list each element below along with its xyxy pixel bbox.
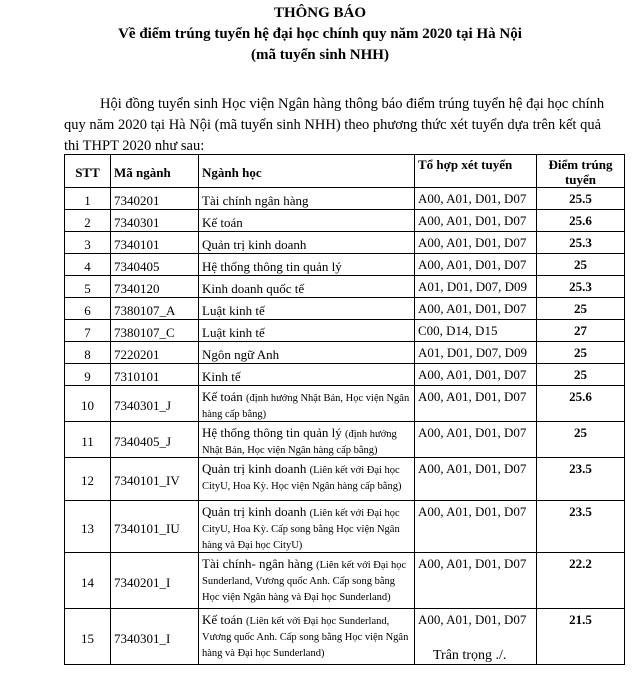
row-major-cell <box>199 210 415 232</box>
row-major-cell <box>199 342 415 364</box>
row-major-cell <box>199 501 415 553</box>
closing-line: Trân trọng ./. <box>433 648 507 663</box>
row-major-name: Kế toán <box>202 612 243 627</box>
row-subject-combo: C00, D14, D15 <box>415 320 537 342</box>
row-major-name: Quản trị kinh doanh <box>202 504 307 519</box>
row-major-name: Luật kinh tế <box>202 302 265 318</box>
row-admission-score: 25.5 <box>537 188 625 210</box>
row-admission-score: 22.2 <box>537 553 625 609</box>
row-major-name: Hệ thống thông tin quản lý <box>202 258 342 274</box>
row-admission-score: 25.6 <box>537 210 625 232</box>
table-row <box>65 342 625 364</box>
row-admission-score: 21.5 <box>537 609 625 665</box>
row-subject-combo: A00, A01, D01, D07 <box>415 422 537 458</box>
row-major-cell <box>199 232 415 254</box>
row-subject-combo: A01, D01, D07, D09 <box>415 276 537 298</box>
row-major-note: (Liên kết với Đại học Sunderland, Vương quốc Anh. Cấp song bằng Học viện Ngân hàng và Đại học Sunderland) <box>202 560 407 603</box>
row-subject-combo: A00, A01, D01, D07 <box>415 501 537 553</box>
row-major-name: Quản trị kinh doanh <box>202 236 307 252</box>
row-major-code: 7340101_IU <box>111 501 199 553</box>
notice-title: THÔNG BÁO <box>273 5 367 21</box>
row-subject-combo: A01, D01, D07, D09 <box>415 342 537 364</box>
table-row <box>65 553 625 609</box>
row-admission-score: 23.5 <box>537 458 625 501</box>
row-major-code: 7340301 <box>111 210 199 232</box>
table-row <box>65 276 625 298</box>
row-admission-score: 25 <box>537 254 625 276</box>
row-major-code: 7380107_A <box>111 298 199 320</box>
row-admission-score: 25 <box>537 364 625 386</box>
row-major-code: 7340301_J <box>111 386 199 422</box>
table-row <box>65 364 625 386</box>
admission-code-line: (mã tuyển sinh NHH) <box>251 47 389 63</box>
row-major-cell <box>199 422 415 458</box>
row-subject-combo: A00, A01, D01, D07 <box>415 458 537 501</box>
header-major-code: Mã ngành <box>111 155 199 188</box>
header-admission-score: Điểm trúng tuyển <box>537 155 625 188</box>
row-major-cell <box>199 553 415 609</box>
table-row <box>65 458 625 501</box>
table-body <box>65 188 625 665</box>
row-major-cell <box>199 188 415 210</box>
row-stt: 6 <box>65 298 111 320</box>
table-row <box>65 210 625 232</box>
row-subject-combo: A00, A01, D01, D07 <box>415 210 537 232</box>
row-admission-score: 23.5 <box>537 501 625 553</box>
row-major-name: Ngôn ngữ Anh <box>202 346 280 362</box>
table-row <box>65 422 625 458</box>
row-major-cell <box>199 298 415 320</box>
row-major-cell <box>199 320 415 342</box>
row-major-code: 7310101 <box>111 364 199 386</box>
row-major-name: Luật kinh tế <box>202 324 265 340</box>
row-major-cell <box>199 609 415 665</box>
row-major-note: (Liên kết với Đại học CityU, Hoa Kỳ. Học viện Ngân hàng cấp bằng) <box>202 465 402 492</box>
row-stt: 2 <box>65 210 111 232</box>
row-admission-score: 25.3 <box>537 276 625 298</box>
row-major-code: 7340301_I <box>111 609 199 665</box>
row-major-code: 7340101 <box>111 232 199 254</box>
table-header-row <box>65 155 625 188</box>
row-major-code: 7380107_C <box>111 320 199 342</box>
row-major-cell <box>199 386 415 422</box>
row-major-code: 7340201_I <box>111 553 199 609</box>
row-stt: 5 <box>65 276 111 298</box>
row-major-code: 7340405_J <box>111 422 199 458</box>
row-stt: 13 <box>65 501 111 553</box>
row-major-name: Tài chính ngân hàng <box>202 192 309 208</box>
row-subject-combo: A00, A01, D01, D07 <box>415 232 537 254</box>
row-stt: 10 <box>65 386 111 422</box>
header-subject-combo: Tổ hợp xét tuyển <box>415 155 537 188</box>
row-major-cell <box>199 458 415 501</box>
row-major-name: Kinh doanh quốc tế <box>202 280 305 296</box>
row-stt: 7 <box>65 320 111 342</box>
row-stt: 14 <box>65 553 111 609</box>
row-subject-combo: A00, A01, D01, D07 <box>415 254 537 276</box>
header-major-name: Ngành học <box>199 155 415 188</box>
row-major-name: Kinh tế <box>202 368 241 384</box>
row-admission-score: 25.3 <box>537 232 625 254</box>
row-stt: 15 <box>65 609 111 665</box>
row-stt: 11 <box>65 422 111 458</box>
row-major-note: (định hướng Nhật Bản, Học viện Ngân hàng cấp bằng) <box>202 393 410 420</box>
row-subject-combo: A00, A01, D01, D07 <box>415 553 537 609</box>
table-row <box>65 254 625 276</box>
table-row <box>65 501 625 553</box>
admission-score-table <box>64 154 625 665</box>
row-stt: 9 <box>65 364 111 386</box>
row-major-code: 7220201 <box>111 342 199 364</box>
row-major-code: 7340201 <box>111 188 199 210</box>
row-admission-score: 25 <box>537 342 625 364</box>
row-stt: 8 <box>65 342 111 364</box>
row-major-name: Kế toán <box>202 389 243 404</box>
row-subject-combo: A00, A01, D01, D07 <box>415 188 537 210</box>
row-admission-score: 27 <box>537 320 625 342</box>
row-stt: 3 <box>65 232 111 254</box>
row-major-cell <box>199 364 415 386</box>
table-row <box>65 232 625 254</box>
row-stt: 4 <box>65 254 111 276</box>
row-major-code: 7340405 <box>111 254 199 276</box>
row-subject-combo: A00, A01, D01, D07 <box>415 364 537 386</box>
table-row <box>65 188 625 210</box>
row-major-name: Hệ thống thông tin quản lý <box>202 425 342 440</box>
notice-subtitle: Về điểm trúng tuyển hệ đại học chính quy năm 2020 tại Hà Nội <box>118 26 522 42</box>
row-major-note: (định hướng Nhật Bản, Học viện Ngân hàng cấp bằng) <box>202 429 397 456</box>
row-major-cell <box>199 276 415 298</box>
row-major-cell <box>199 254 415 276</box>
table-row <box>65 609 625 665</box>
row-major-code: 7340120 <box>111 276 199 298</box>
row-subject-combo: A00, A01, D01, D07 <box>415 386 537 422</box>
row-major-code: 7340101_IV <box>111 458 199 501</box>
row-admission-score: 25.6 <box>537 386 625 422</box>
row-major-name: Kế toán <box>202 214 243 230</box>
row-major-note: (Liên kết với Đại học Sunderland, Vương quốc Anh. Cấp song bằng Học viện Ngân hàng và Đại học Sunderland) <box>202 616 409 659</box>
table-row <box>65 298 625 320</box>
row-stt: 12 <box>65 458 111 501</box>
row-major-name: Tài chính- ngân hàng <box>202 556 313 571</box>
row-admission-score: 25 <box>537 422 625 458</box>
row-subject-combo: A00, A01, D01, D07 <box>415 298 537 320</box>
intro-paragraph: Hội đồng tuyển sinh Học viện Ngân hàng thông báo điểm trúng tuyển hệ đại học chính quy năm 2020 tại Hà Nội (mã tuyển sinh NHH) theo phương thức xét tuyển dựa trên kết quả thi THPT 2020 như sau: <box>64 96 605 154</box>
row-major-note: (Liên kết với Đại học CityU, Hoa Kỳ. Cấp song bằng Học viện Ngân hàng và Đại học CityU) <box>202 508 400 551</box>
table-row <box>65 320 625 342</box>
row-subject-combo: A00, A01, D01, D07 <box>415 609 537 665</box>
table-row <box>65 386 625 422</box>
header-stt: STT <box>65 155 111 188</box>
row-major-name: Quản trị kinh doanh <box>202 461 307 476</box>
row-stt: 1 <box>65 188 111 210</box>
row-admission-score: 25 <box>537 298 625 320</box>
